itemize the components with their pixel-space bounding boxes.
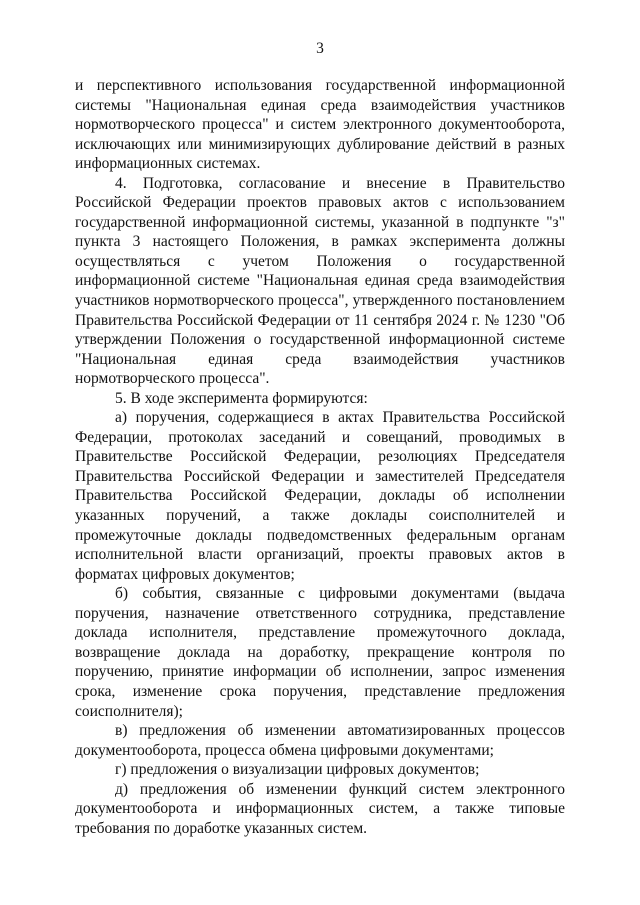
paragraph-subitem-v: в) предложения об изменении автоматизированных процессов документооборота, процесса обмена цифровыми документами; [75,722,565,759]
paragraph-subitem-g: г) предложения о визуализации цифровых документов; [115,761,480,779]
paragraph-item-5: 5. В ходе эксперимента формируются: [115,389,368,407]
page-number: 3 [316,40,324,57]
paragraph-subitem-a: а) поручения, содержащиеся в актах Правительства Российской Федерации, протоколах заседаний и совещаний, проводимых в Правительстве Российской Федерации, резолюциях Председателя Правительства Российской Федерации и заместителей Председателя Правительства Российской Федерации, доклады об исполнении указанных поручений, а также доклады соисполнителей и промежуточные доклады подведомственных федеральным органам исполнительной власти организаций, проекты правовых актов в форматах цифровых документов; [75,409,565,583]
paragraph-continuation: и перспективного использования государственной информационной системы "Национальная единая среда взаимодействия участников нормотворческого процесса" и систем электронного документооборота, исключающих или минимизирующих дублирование действий в разных информационных системах. [75,77,565,173]
paragraph-item-4: 4. Подготовка, согласование и внесение в Правительство Российской Федерации проектов правовых актов с использованием государственной информационной системы, указанной в подпункте "з" пункта 3 настоящего Положения, в рамках эксперимента должны осуществляться с учетом Положения о государственной информационной системе "Национальная единая среда взаимодействия участников нормотворческого процесса", утвержденного постановлением Правительства Российской Федерации от 11 сентября 2024 г. № 1230 "Об утверждении Положения о государственной информационной системе "Национальная единая среда взаимодействия участников нормотворческого процесса". [75,174,565,388]
paragraph-subitem-d: д) предложения об изменении функций систем электронного документооборота и информационных систем, а также типовые требования по доработке указанных систем. [75,780,565,837]
paragraph-subitem-b: б) события, связанные с цифровыми документами (выдача поручения, назначение ответственного сотрудника, представление доклада исполнителя, представление промежуточного доклада, возвращение доклада на доработку, прекращение контроля по поручению, принятие информации об исполнении, запрос изменения срока, изменение срока поручения, представление предложения соисполнителя); [75,585,565,720]
document-body [75,76,565,838]
